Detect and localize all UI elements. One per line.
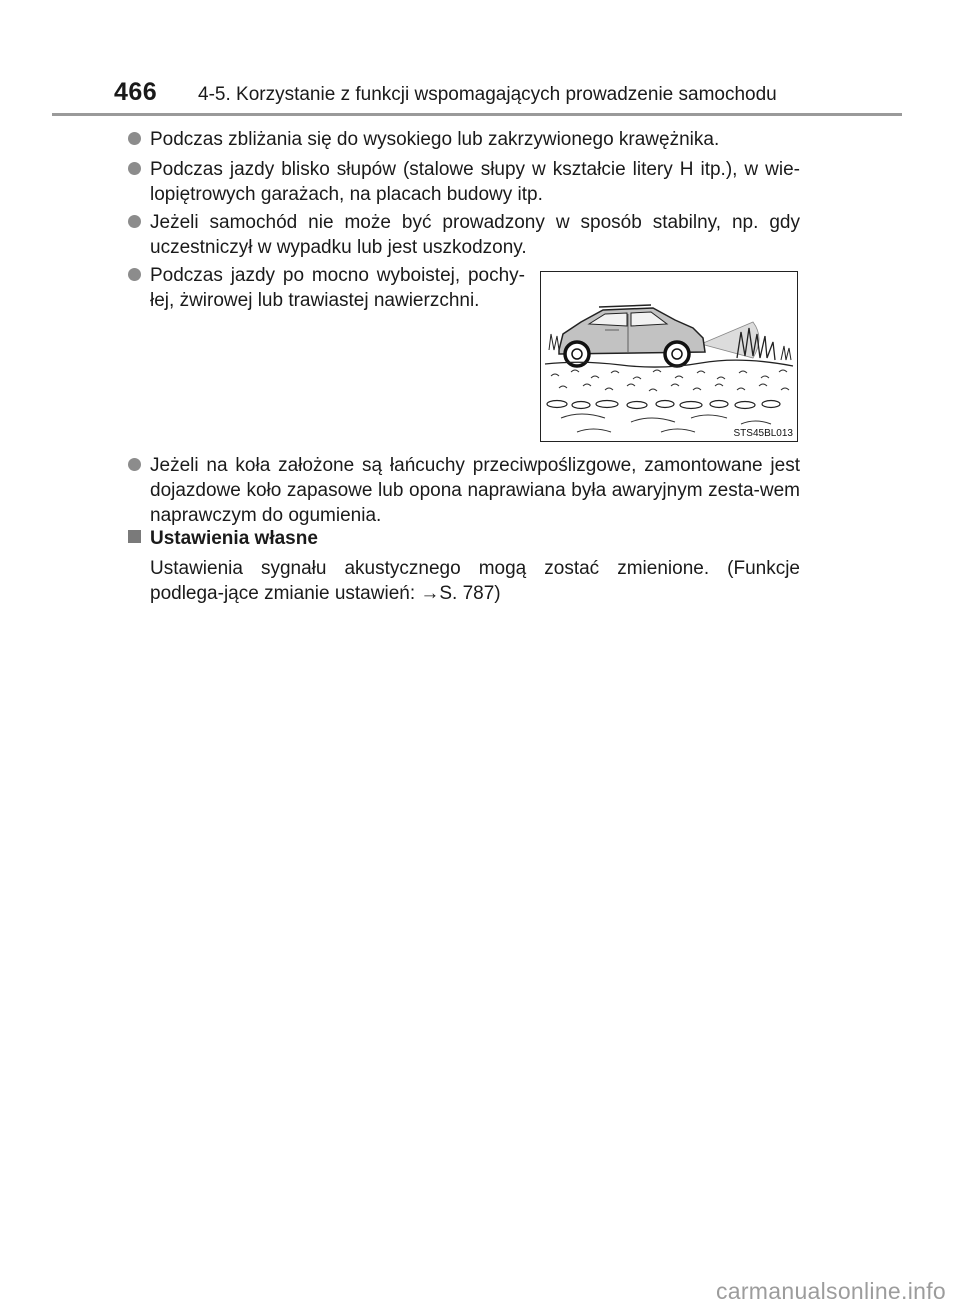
bullet-text: Podczas jazdy po mocno wyboistej, pochy-łej, żwirowej lub trawiastej nawierzchni. <box>150 265 525 311</box>
watermark: carmanualsonline.info <box>715 1278 946 1304</box>
page-header <box>0 0 960 116</box>
list-item <box>150 263 525 313</box>
square-bullet-icon <box>128 530 141 543</box>
figure-car-rough-road <box>540 271 798 442</box>
bullet-icon <box>128 162 141 175</box>
custom-settings-heading <box>128 528 318 550</box>
bullet-icon <box>128 132 141 145</box>
custom-settings-body: Ustawienia sygnału akustycznego mogą zostać zmienione. (Funkcje podlega-jące zmianie ustawień: →S. 787) <box>150 558 800 604</box>
list-item <box>150 210 800 260</box>
heading-text: Ustawienia własne <box>150 528 318 549</box>
car-on-rough-road-illustration <box>541 272 797 441</box>
bullet-icon <box>128 268 141 281</box>
list-item <box>150 453 800 528</box>
header-rule <box>52 113 902 116</box>
bullet-text: Podczas jazdy blisko słupów (stalowe słupy w kształcie litery H itp.), w wie-lopiętrowych garażach, na placach budowy itp. <box>150 159 800 205</box>
bullet-text: Jeżeli na koła założone są łańcuchy przeciwpoślizgowe, zamontowane jest dojazdowe koło zapasowe lub opona naprawiana była awaryjnym zesta-wem naprawczym do ogumienia. <box>150 455 800 526</box>
bullet-icon <box>128 215 141 228</box>
figure-code: STS45BL013 <box>733 428 793 439</box>
section-title: 4-5. Korzystanie z funkcji wspomagających prowadzenie samochodu <box>198 84 777 105</box>
list-item <box>150 127 800 152</box>
bullet-text: Podczas zbliżania się do wysokiego lub zakrzywionego krawężnika. <box>150 129 720 150</box>
list-item <box>150 157 800 207</box>
bullet-icon <box>128 458 141 471</box>
bullet-text: Jeżeli samochód nie może być prowadzony w sposób stabilny, np. gdy uczestniczył w wypadku lub jest uszkodzony. <box>150 212 800 258</box>
page-number: 466 <box>114 78 158 106</box>
